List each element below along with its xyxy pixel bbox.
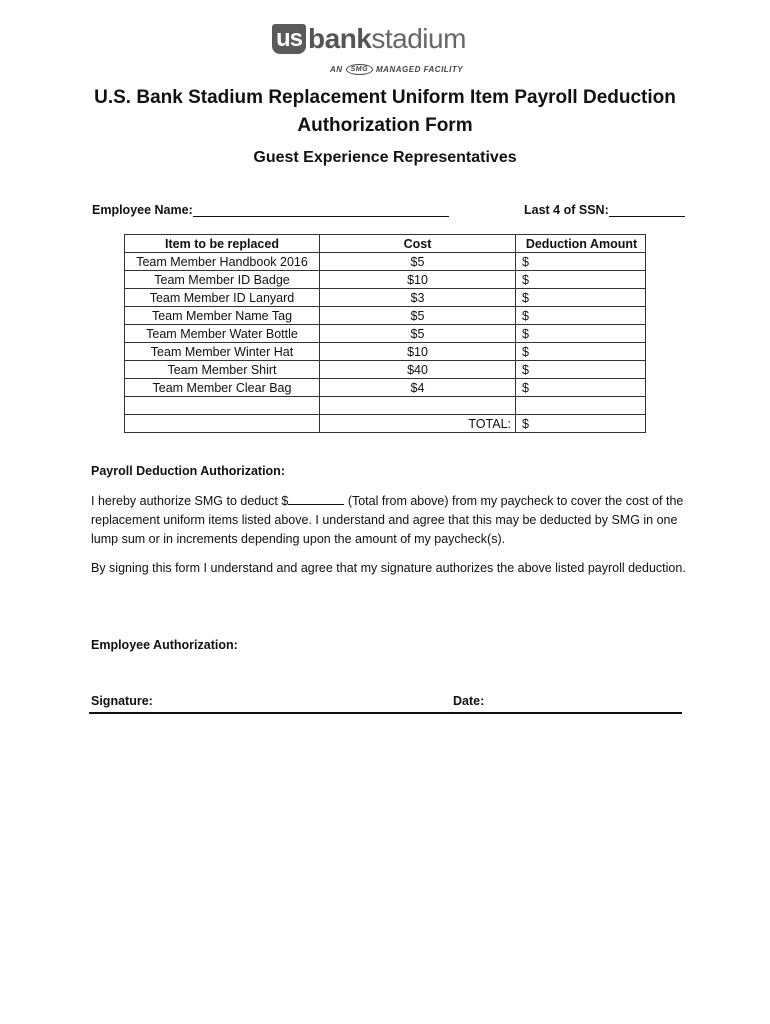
table-row <box>125 379 646 397</box>
form-title <box>60 84 710 140</box>
signing-paragraph: By signing this form I understand and agree that my signature authorizes the above listed payroll deduction. <box>91 561 686 575</box>
table-row <box>125 361 646 379</box>
cost-cell: $4 <box>320 379 516 397</box>
cost-cell: $5 <box>320 253 516 271</box>
item-cell: Team Member ID Lanyard <box>125 289 320 307</box>
authorize-text-end: (Total from above) from my paycheck to cover the cost of the replacement uniform items listed above. I understand and agree that this may be deducted by SMG in one lump sum or in increments depending upon the amount of my paycheck(s). <box>91 494 684 546</box>
table-row <box>125 343 646 361</box>
form-subtitle: Guest Experience Representatives <box>253 149 517 166</box>
header-cost: Cost <box>320 235 516 253</box>
date-label: Date: <box>453 694 485 708</box>
item-cell: Team Member Clear Bag <box>125 379 320 397</box>
empty-cost-cell[interactable] <box>320 397 516 415</box>
item-cell: Team Member ID Badge <box>125 271 320 289</box>
empty-deduction-cell[interactable] <box>516 397 646 415</box>
table-row <box>125 253 646 271</box>
form-title-line-1: U.S. Bank Stadium Replacement Uniform Item Payroll Deduction <box>94 87 676 108</box>
logo-tagline-prefix: AN <box>330 65 343 74</box>
deduction-cell[interactable]: $ <box>516 325 646 343</box>
employee-name-field <box>92 202 449 217</box>
cost-cell: $5 <box>320 325 516 343</box>
deduction-cell[interactable]: $ <box>516 253 646 271</box>
deduction-cell[interactable]: $ <box>516 289 646 307</box>
logo-stadium-text: stadium <box>371 23 466 54</box>
payroll-deduction-heading: Payroll Deduction Authorization: <box>91 464 285 478</box>
deduction-amount-blank[interactable] <box>288 492 344 505</box>
smg-logo-mark: SMG <box>346 64 373 75</box>
item-cell: Team Member Handbook 2016 <box>125 253 320 271</box>
table-row-empty <box>125 397 646 415</box>
cost-cell: $3 <box>320 289 516 307</box>
item-cell: Team Member Winter Hat <box>125 343 320 361</box>
table-row <box>125 271 646 289</box>
deduction-cell[interactable]: $ <box>516 343 646 361</box>
header-deduction: Deduction Amount <box>516 235 646 253</box>
total-label: TOTAL: <box>320 415 516 433</box>
authorize-paragraph <box>91 492 691 549</box>
employee-name-label: Employee Name: <box>92 203 193 217</box>
deduction-cell[interactable]: $ <box>516 379 646 397</box>
deduction-cell[interactable]: $ <box>516 271 646 289</box>
logo-bank-text: bank <box>308 23 372 54</box>
table-header-row <box>125 235 646 253</box>
deduction-cell[interactable]: $ <box>516 307 646 325</box>
empty-item-cell[interactable] <box>125 397 320 415</box>
deduction-cell[interactable]: $ <box>516 361 646 379</box>
total-value[interactable]: $ <box>516 415 646 433</box>
authorize-text-start: I hereby authorize SMG to deduct $ <box>91 494 289 508</box>
cost-cell: $10 <box>320 343 516 361</box>
cost-cell: $10 <box>320 271 516 289</box>
total-blank-cell <box>125 415 320 433</box>
table-row <box>125 289 646 307</box>
signature-label: Signature: <box>91 694 153 708</box>
ssn-label: Last 4 of SSN: <box>524 203 609 217</box>
logo-tagline-suffix: MANAGED FACILITY <box>376 65 464 74</box>
table-total-row <box>125 415 646 433</box>
table-row <box>125 307 646 325</box>
table-row <box>125 325 646 343</box>
replacement-items-table <box>124 234 646 433</box>
cost-cell: $5 <box>320 307 516 325</box>
form-title-line-2: Authorization Form <box>297 115 473 136</box>
logo-tagline <box>330 64 463 75</box>
item-cell: Team Member Shirt <box>125 361 320 379</box>
ssn-field <box>524 202 685 217</box>
signature-line[interactable] <box>89 712 682 714</box>
us-bank-stadium-logo <box>272 22 512 78</box>
item-cell: Team Member Name Tag <box>125 307 320 325</box>
logo-us-mark: us <box>272 24 306 54</box>
cost-cell: $40 <box>320 361 516 379</box>
item-cell: Team Member Water Bottle <box>125 325 320 343</box>
employee-name-input-line[interactable] <box>193 202 449 217</box>
header-item: Item to be replaced <box>125 235 320 253</box>
ssn-input-line[interactable] <box>609 202 685 217</box>
employee-authorization-heading: Employee Authorization: <box>91 638 238 652</box>
